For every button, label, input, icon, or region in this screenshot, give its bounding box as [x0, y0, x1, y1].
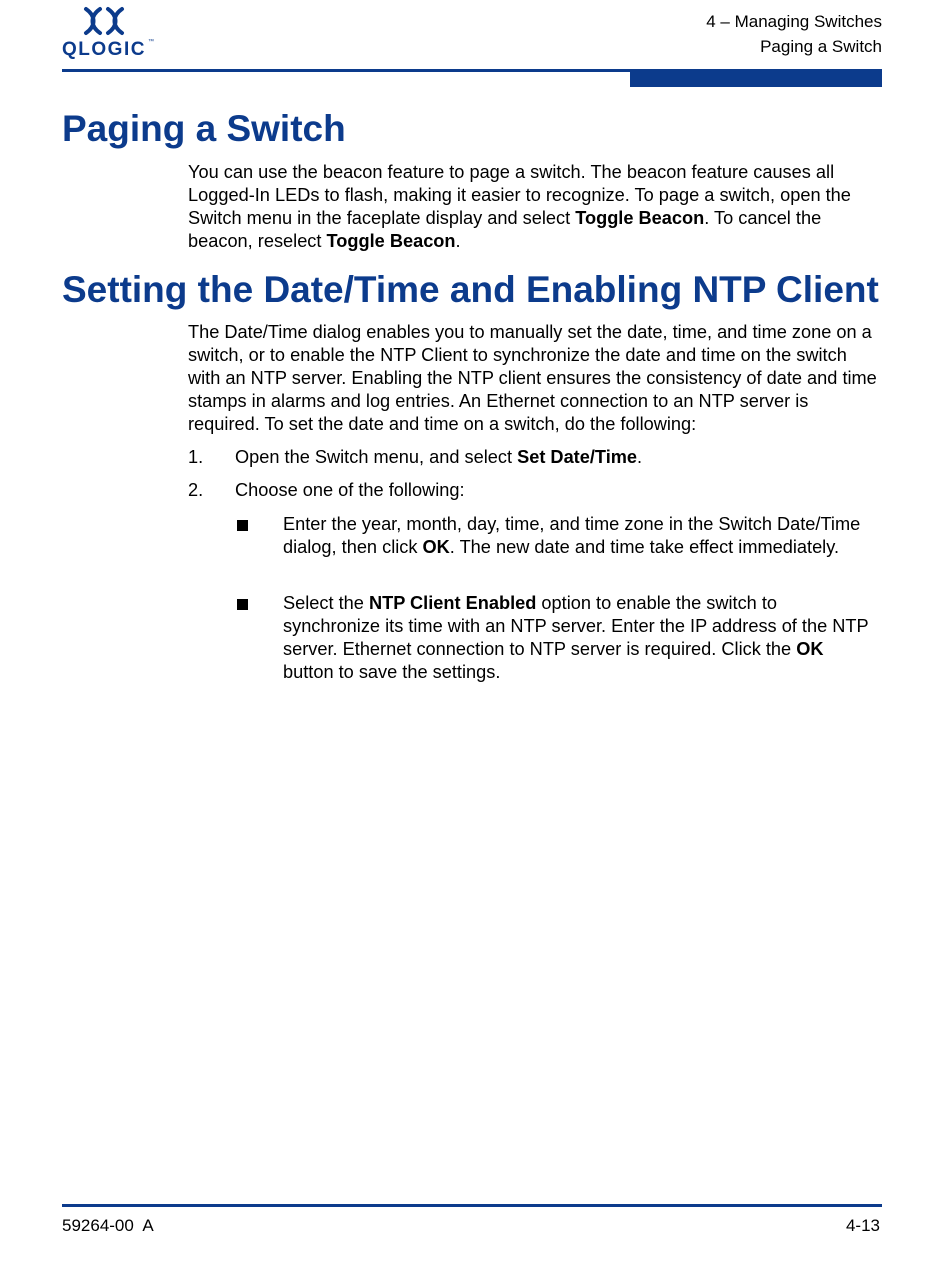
paging-bold-toggle-beacon-2: Toggle Beacon	[326, 231, 456, 251]
paging-text-1: You can use the beacon feature to page a switch. The beacon feature causes all Logged-In LEDs to flash, making it easier to recognize. To page a switch, open the Switch menu in the faceplate display and select	[188, 162, 851, 228]
bullet-2-text-mid: option to enable the switch to synchronize its time with an NTP server. Enter the IP address of the NTP server. Ethernet connection to NTP server is required. Click the	[283, 593, 869, 659]
step-1-text-end: .	[637, 447, 643, 467]
paging-bold-toggle-beacon-1: Toggle Beacon	[575, 208, 705, 228]
datetime-intro-paragraph: The Date/Time dialog enables you to manually set the date, time, and time zone on a switch, or to enable the NTP Client to synchronize the date and time on the switch with an NTP server. Enabling the NTP client ensures the consistency of date and time stamps in alarms and log entries. An Ethernet connection to an NTP server is required. To set the date and time on a switch, do the following:	[188, 322, 877, 434]
step-number: 1.	[188, 447, 204, 467]
square-bullet-icon	[237, 520, 248, 531]
running-head-section: Paging a Switch	[760, 37, 882, 56]
bullet-text	[283, 592, 873, 684]
paging-text-2: . To cancel the beacon, reselect	[188, 208, 822, 251]
paging-paragraph	[188, 161, 882, 253]
square-bullet-icon	[237, 599, 248, 610]
heading-date-time-ntp: Setting the Date/Time and Enabling NTP Client	[62, 269, 879, 310]
header-accent-bar	[630, 69, 882, 87]
step-text	[235, 446, 882, 469]
step-text: Choose one of the following:	[235, 480, 465, 500]
bullet-1-bold-ok: OK	[422, 537, 450, 557]
bullet-2-text-end: button to save the settings.	[283, 662, 501, 682]
running-head	[706, 9, 882, 59]
bullet-2-bold-ok: OK	[796, 639, 824, 659]
logo-wordmark: QLOGIC	[62, 39, 146, 60]
bullet-text	[283, 513, 873, 559]
bullet-1-text-end: . The new date and time take effect immediately.	[449, 537, 840, 557]
page-number: 4-13	[845, 1216, 880, 1235]
step-1-text: Open the Switch menu, and select	[235, 447, 518, 467]
paging-text-3: .	[455, 231, 461, 251]
footer-rule	[62, 1204, 882, 1207]
bullet-2-bold-ntp-client-enabled: NTP Client Enabled	[368, 593, 537, 613]
doc-number: 59264-00 A	[62, 1216, 154, 1235]
heading-paging-a-switch: Paging a Switch	[62, 108, 346, 149]
qlogic-logo	[62, 6, 152, 60]
bullet-1-text: Enter the year, month, day, time, and time zone in the Switch Date/Time dialog, then click	[283, 514, 861, 557]
step-number: 2.	[188, 480, 204, 500]
running-head-chapter: 4 – Managing Switches	[706, 12, 882, 31]
qlogic-emblem-icon	[82, 6, 126, 36]
step-1-bold-set-date-time: Set Date/Time	[517, 447, 638, 467]
bullet-2-text: Select the	[283, 593, 369, 613]
logo-trademark: ™	[148, 39, 154, 45]
